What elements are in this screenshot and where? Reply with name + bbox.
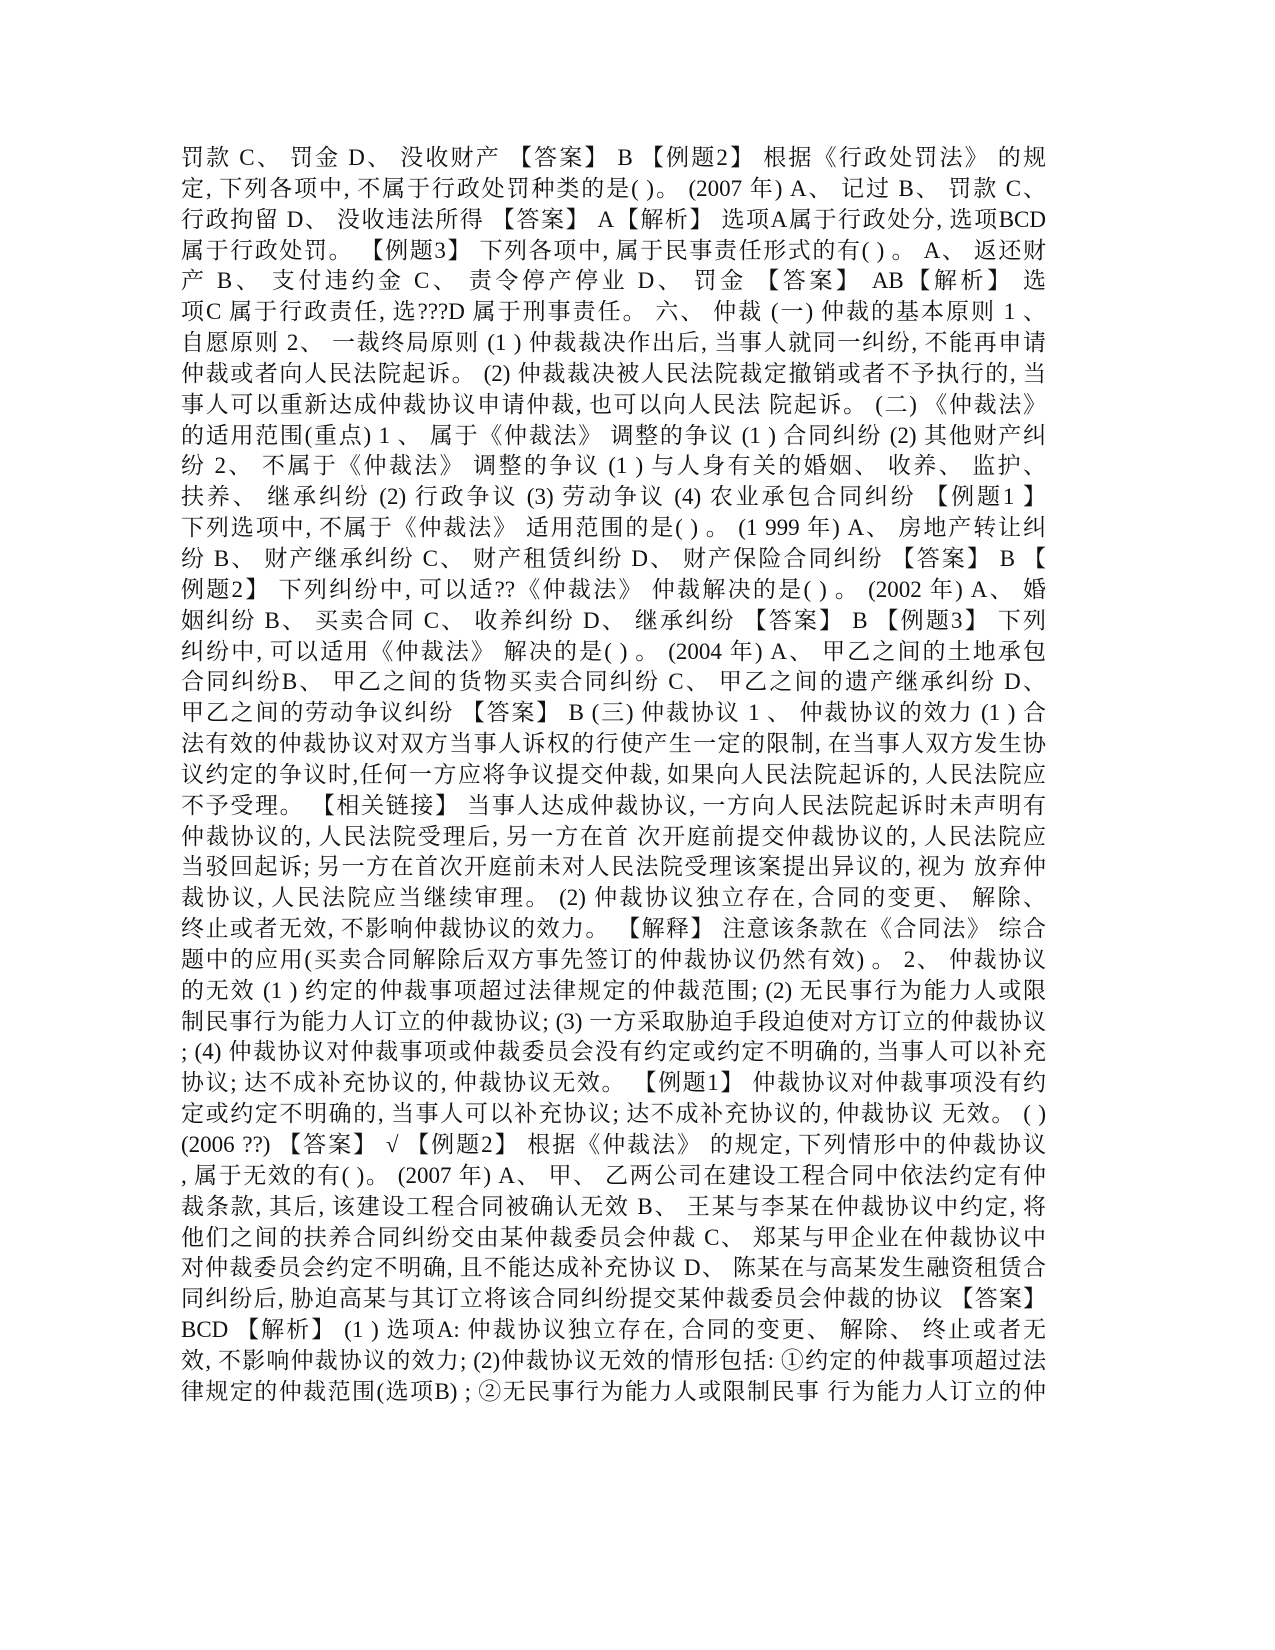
text-line: 的适用范围(重点) 1 、 属于《仲裁法》 调整的争议 (1 ) 合同纠纷 (2) 其他财产纠 — [181, 422, 1046, 448]
text-line: 对仲裁委员会约定不明确, 且不能达成补充协议 D、 陈某在与高某发生融资租赁合 — [181, 1255, 1046, 1281]
text-line: 他们之间的扶养合同纠纷交由某仲裁委员会仲裁 C、 郑某与甲企业在仲裁协议中 — [181, 1224, 1046, 1250]
text-line: 例题2】 下列纠纷中, 可以适??《仲裁法》 仲裁解决的是( ) 。 (2002 年) A、 婚 — [181, 576, 1046, 602]
document-body-text — [181, 143, 1046, 1408]
text-line: 属于行政处罚。 【例题3】 下列各项中, 属于民事责任形式的有( ) 。 A、 返还财 — [181, 237, 1046, 263]
text-line: 效, 不影响仲裁协议的效力; (2)仲裁协议无效的情形包括: ①约定的仲裁事项超过法 — [181, 1347, 1046, 1373]
text-line: 纠纷中, 可以适用《仲裁法》 解决的是( ) 。 (2004 年) A、 甲乙之间的土地承包 — [181, 638, 1046, 664]
text-line: 的无效 (1 ) 约定的仲裁事项超过法律规定的仲裁范围; (2) 无民事行为能力人或限 — [181, 977, 1046, 1003]
text-line: 协议; 达不成补充协议的, 仲裁协议无效。 【例题1】 仲裁协议对仲裁事项没有约 — [181, 1070, 1046, 1096]
text-line: 产 B、 支付违约金 C、 责令停产停业 D、 罚金 【答案】 AB【解析】 选 — [181, 268, 1046, 294]
text-line: 裁协议, 人民法院应当继续审理。 (2) 仲裁协议独立存在, 合同的变更、 解除、 — [181, 885, 1046, 911]
text-line: 律规定的仲裁范围(选项B) ; ②无民事行为能力人或限制民事 行为能力人订立的仲 — [181, 1378, 1046, 1404]
text-line: ; (4) 仲裁协议对仲裁事项或仲裁委员会没有约定或约定不明确的, 当事人可以补充 — [181, 1039, 1046, 1065]
text-line: 合同纠纷B、 甲乙之间的货物买卖合同纠纷 C、 甲乙之间的遗产继承纠纷 D、 — [181, 669, 1046, 695]
text-line: 姻纠纷 B、 买卖合同 C、 收养纠纷 D、 继承纠纷 【答案】 B 【例题3】 下列 — [181, 607, 1046, 633]
text-line: 不予受理。 【相关链接】 当事人达成仲裁协议, 一方向人民法院起诉时未声明有 — [181, 792, 1046, 818]
text-line: 裁条款, 其后, 该建设工程合同被确认无效 B、 王某与李某在仲裁协议中约定, 将 — [181, 1193, 1046, 1219]
text-line: 仲裁或者向人民法院起诉。 (2) 仲裁裁决被人民法院裁定撤销或者不予执行的, 当 — [181, 360, 1046, 386]
text-line: 定或约定不明确的, 当事人可以补充协议; 达不成补充协议的, 仲裁协议 无效。 ( ) — [181, 1101, 1046, 1127]
text-line: 题中的应用(买卖合同解除后双方事先签订的仲裁协议仍然有效) 。 2、 仲裁协议 — [181, 946, 1046, 972]
text-line: 议约定的争议时,任何一方应将争议提交仲裁, 如果向人民法院起诉的, 人民法院应 — [181, 761, 1046, 787]
text-line: 行政拘留 D、 没收违法所得 【答案】 A【解析】 选项A属于行政处分, 选项BCD — [181, 206, 1046, 232]
text-line: 纷 B、 财产继承纠纷 C、 财产租赁纠纷 D、 财产保险合同纠纷 【答案】 B 【 — [181, 545, 1046, 571]
text-line: 制民事行为能力人订立的仲裁协议; (3) 一方采取胁迫手段迫使对方订立的仲裁协议 — [181, 1008, 1046, 1034]
text-line: 纷 2、 不属于《仲裁法》 调整的争议 (1 ) 与人身有关的婚姻、 收养、 监护、 — [181, 453, 1046, 479]
text-line: 下列选项中, 不属于《仲裁法》 适用范围的是( ) 。 (1 999 年) A、 房地产转让纠 — [181, 515, 1046, 541]
text-line: 扶养、 继承纠纷 (2) 行政争议 (3) 劳动争议 (4) 农业承包合同纠纷 【例题1 】 — [181, 484, 1046, 510]
text-line: 终止或者无效, 不影响仲裁协议的效力。 【解释】 注意该条款在《合同法》 综合 — [181, 916, 1046, 942]
text-line: 项C 属于行政责任, 选???D 属于刑事责任。 六、 仲裁 (一) 仲裁的基本原则 1 、 — [181, 299, 1046, 325]
text-line: 当驳回起诉; 另一方在首次开庭前未对人民法院受理该案提出异议的, 视为 放弃仲 — [181, 854, 1046, 880]
text-line: 罚款 C、 罚金 D、 没收财产 【答案】 B 【例题2】 根据《行政处罚法》 的规 — [181, 145, 1046, 170]
text-line: (2006 ??) 【答案】 √ 【例题2】 根据《仲裁法》 的规定, 下列情形中的仲裁协议 — [181, 1132, 1046, 1157]
text-line: 定, 下列各项中, 不属于行政处罚种类的是( )。 (2007 年) A、 记过 B、 罚款 C、 — [181, 175, 1046, 201]
text-line: , 属于无效的有( )。 (2007 年) A、 甲、 乙两公司在建设工程合同中依法约定有仲 — [181, 1162, 1046, 1188]
text-line: 仲裁协议的, 人民法院受理后, 另一方在首 次开庭前提交仲裁协议的, 人民法院应 — [181, 823, 1046, 849]
text-line: 同纠纷后, 胁迫高某与其订立将该合同纠纷提交某仲裁委员会仲裁的协议 【答案】 — [181, 1286, 1046, 1312]
text-line: 事人可以重新达成仲裁协议申请仲裁, 也可以向人民法 院起诉。 (二) 《仲裁法》 — [181, 391, 1046, 417]
text-line: 自愿原则 2、 一裁终局原则 (1 ) 仲裁裁决作出后, 当事人就同一纠纷, 不能再申请 — [181, 330, 1046, 356]
text-line: 法有效的仲裁协议对双方当事人诉权的行使产生一定的限制, 在当事人双方发生协 — [181, 731, 1046, 757]
text-line: BCD 【解析】 (1 ) 选项A: 仲裁协议独立存在, 合同的变更、 解除、 终止或者无 — [181, 1317, 1046, 1343]
text-line: 甲乙之间的劳动争议纠纷 【答案】 B (三) 仲裁协议 1 、 仲裁协议的效力 (1 ) 合 — [181, 700, 1046, 726]
